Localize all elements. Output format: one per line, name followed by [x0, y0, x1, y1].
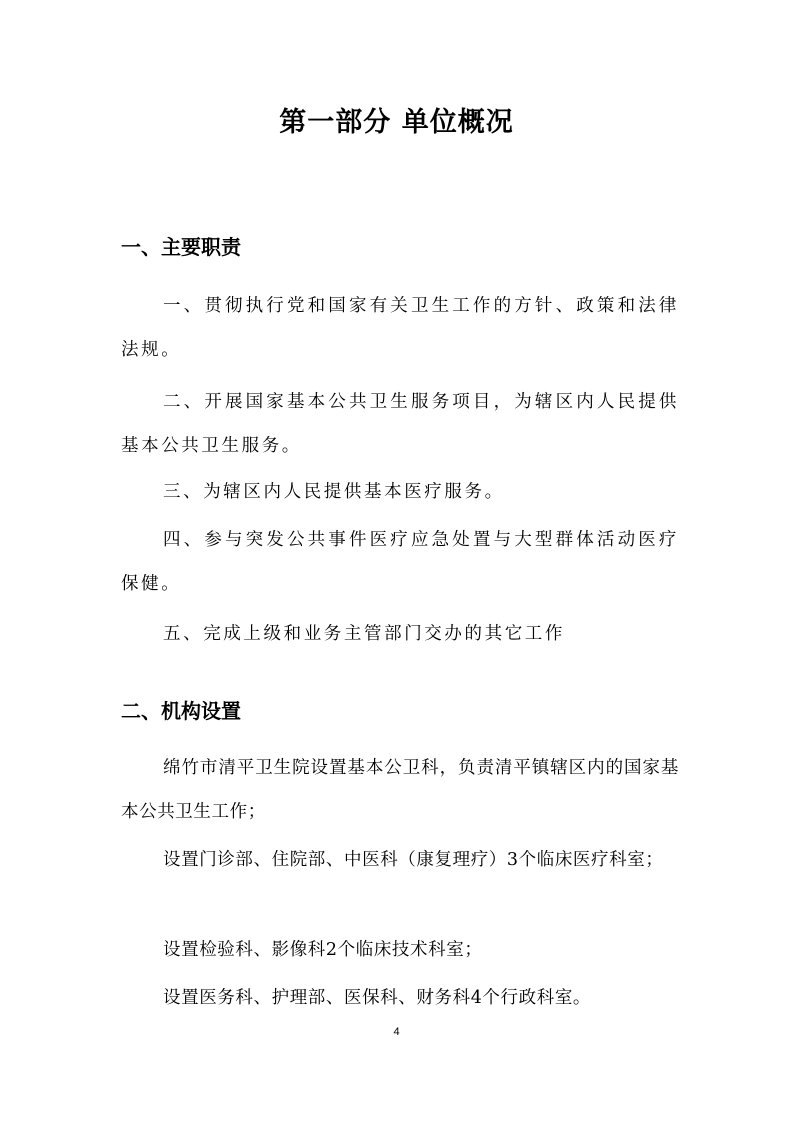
paragraph-org-3: 设置检验科、影像科2个临床技术科室； [163, 940, 483, 960]
paragraph-duty-3: 三、为辖区内人民提供基本医疗服务。 [163, 482, 505, 502]
paragraph-duty-1: 一、贯彻执行党和国家有关卫生工作的方针、政策和法律法规。 [121, 296, 679, 360]
page-number: 4 [393, 1026, 400, 1038]
page-title: 第一部分 单位概况 [279, 107, 514, 138]
paragraph-org-4: 设置医务科、护理部、医保科、财务科4个行政科室。 [163, 988, 592, 1008]
paragraph-duty-5: 五、完成上级和业务主管部门交办的其它工作 [163, 624, 565, 644]
section-heading-duties: 一、主要职责 [121, 235, 241, 259]
paragraph-duty-4: 四、参与突发公共事件医疗应急处置与大型群体活动医疗保健。 [121, 530, 679, 594]
paragraph-org-1: 绵竹市清平卫生院设置基本公卫科，负责清平镇辖区内的国家基本公共卫生工作； [121, 758, 679, 822]
section-heading-organization: 二、机构设置 [121, 699, 241, 723]
paragraph-org-2: 设置门诊部、住院部、中医科（康复理疗）3个临床医疗科室； [163, 850, 664, 870]
paragraph-duty-2: 二、开展国家基本公共卫生服务项目，为辖区内人民提供基本公共卫生服务。 [121, 392, 679, 456]
